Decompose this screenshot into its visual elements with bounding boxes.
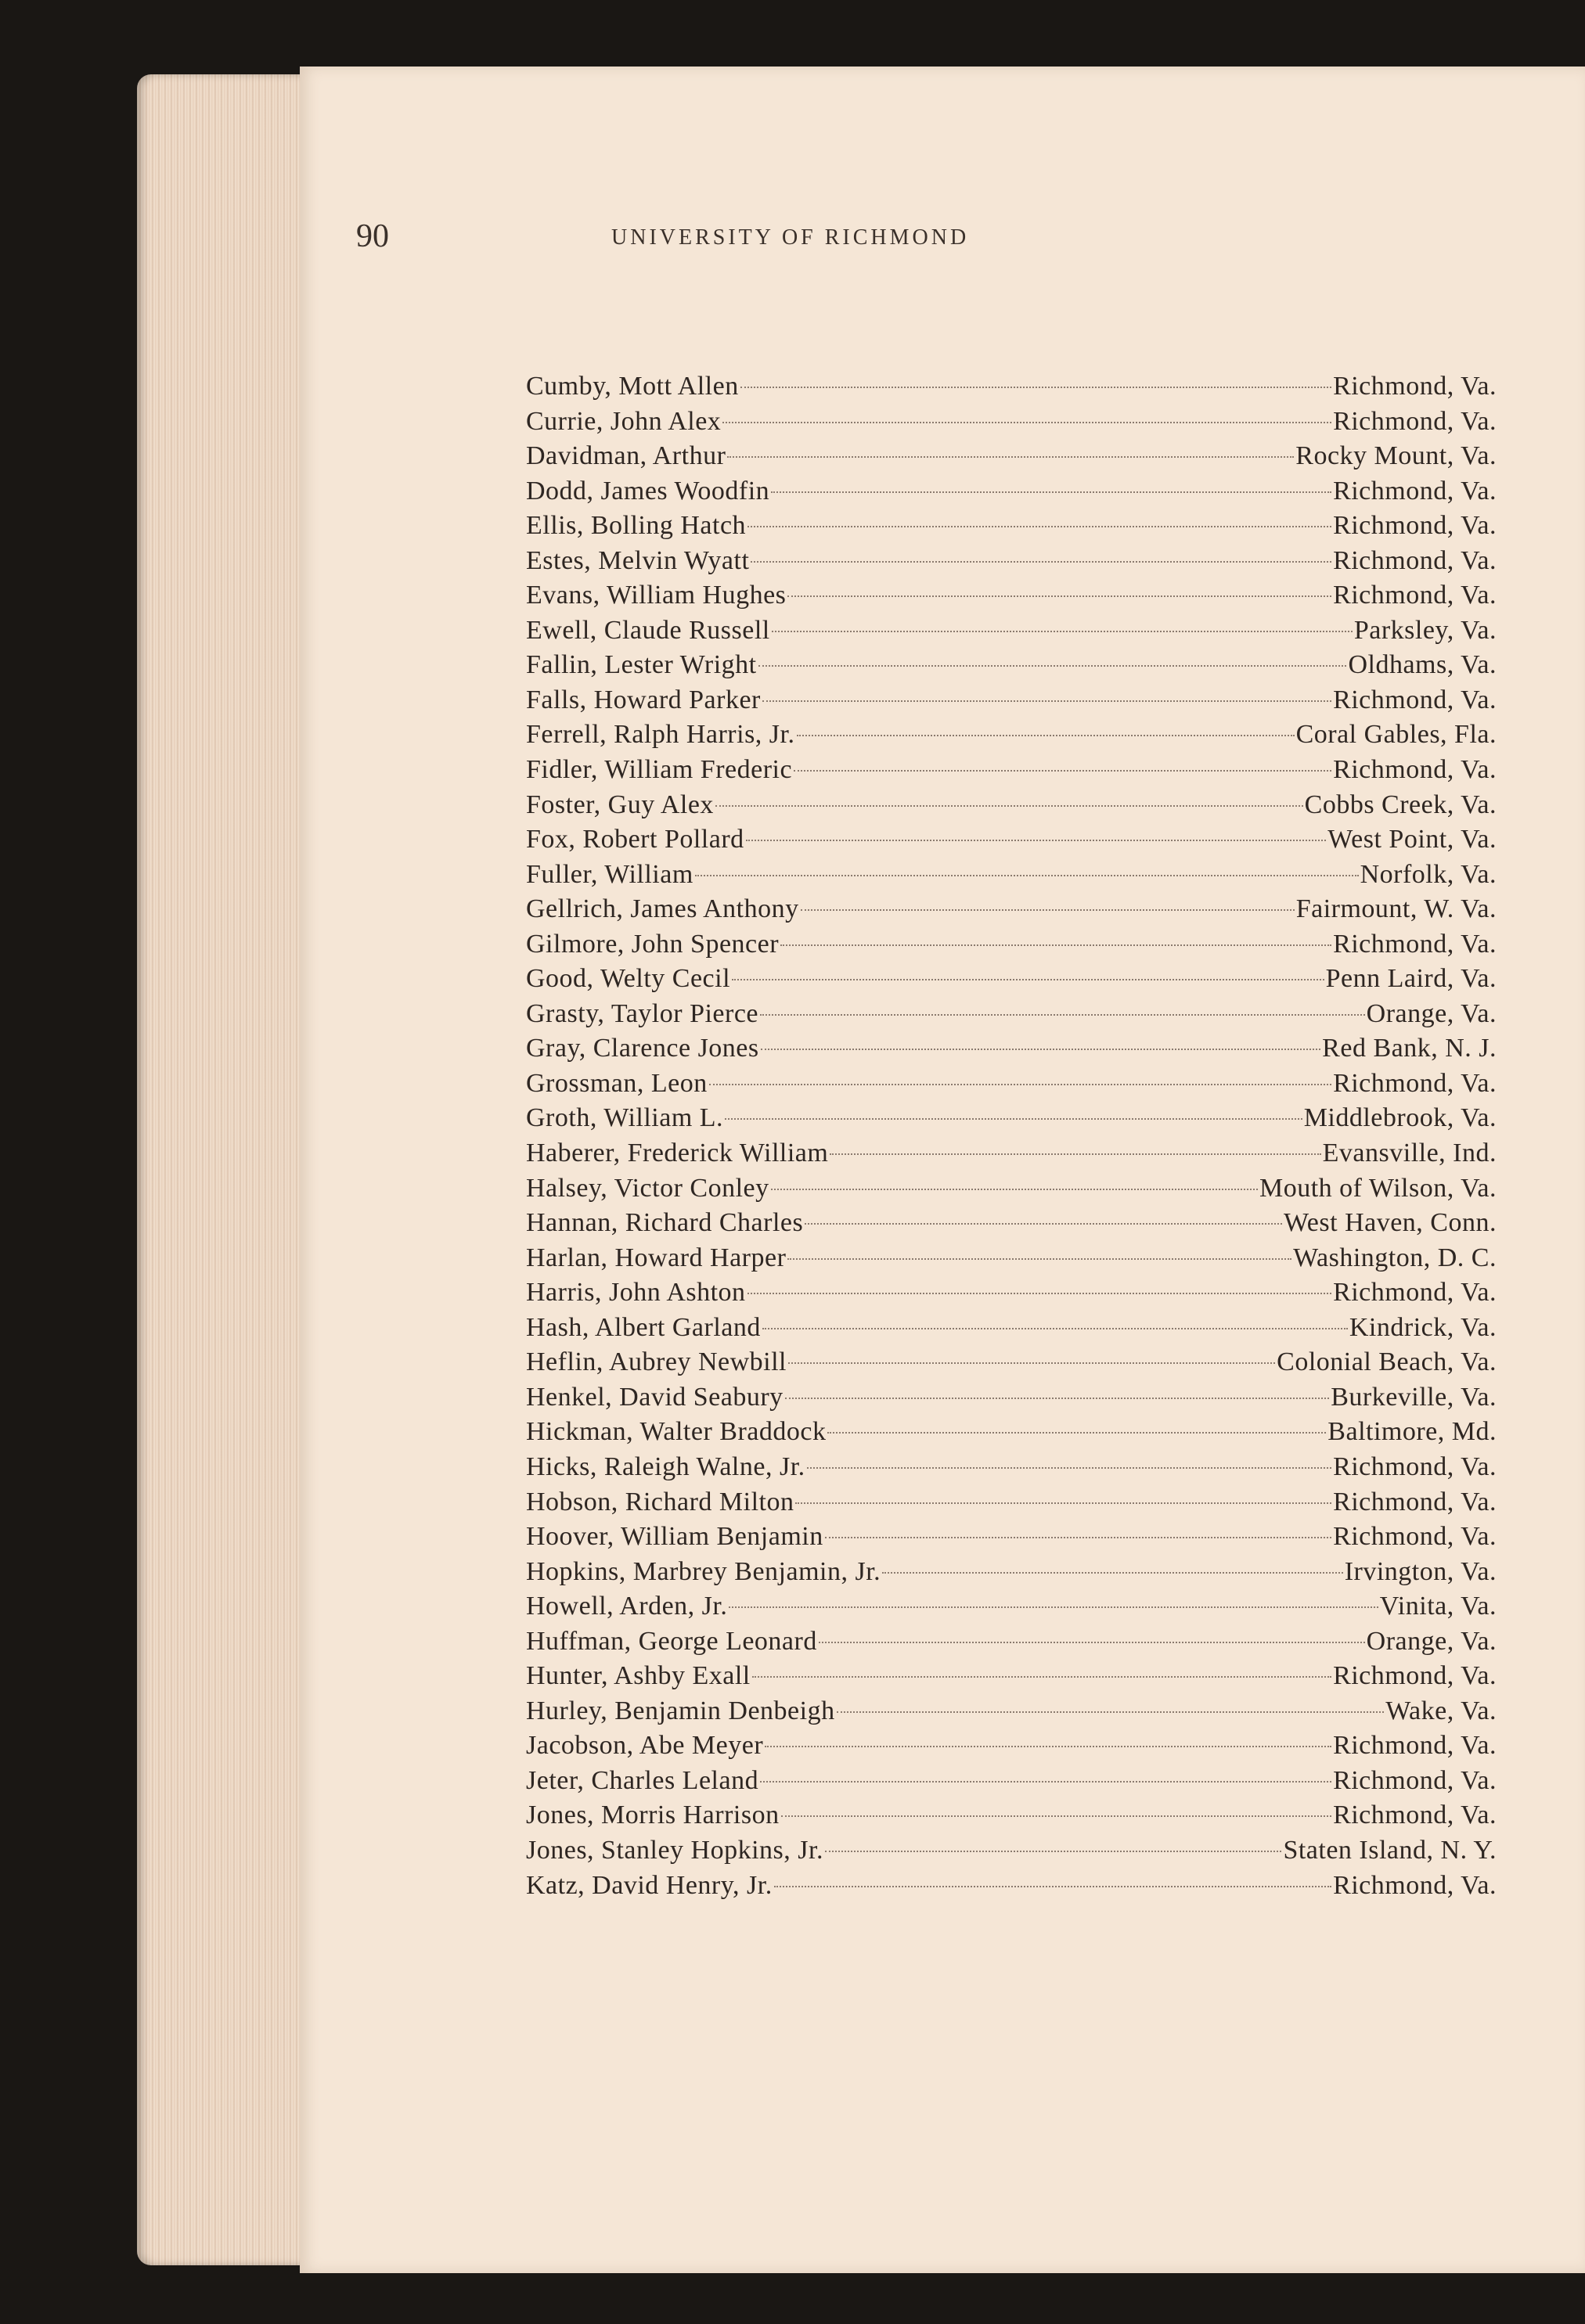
roster-entry xyxy=(526,1067,1497,1102)
dot-leader xyxy=(795,1502,1331,1504)
roster-entry xyxy=(526,788,1497,823)
dot-leader xyxy=(758,665,1347,667)
hometown: Richmond, Va. xyxy=(1333,929,1497,959)
dot-leader xyxy=(807,1467,1331,1469)
hometown: Vinita, Va. xyxy=(1379,1592,1497,1621)
student-name: Henkel, David Seabury xyxy=(526,1382,783,1412)
dot-leader xyxy=(761,1049,1321,1050)
dot-leader xyxy=(805,1223,1282,1225)
roster-entry xyxy=(526,1624,1497,1660)
roster-entry xyxy=(526,1729,1497,1764)
student-name: Hopkins, Marbrey Benjamin, Jr. xyxy=(526,1556,881,1586)
dot-leader xyxy=(740,387,1331,388)
student-name: Evans, William Hughes xyxy=(526,581,787,610)
roster-entry xyxy=(526,1241,1497,1276)
roster-entry xyxy=(526,369,1497,405)
dot-leader xyxy=(772,631,1353,632)
hometown: Red Bank, N. J. xyxy=(1322,1034,1497,1063)
student-name: Hicks, Raleigh Walne, Jr. xyxy=(526,1452,805,1481)
roster-entry xyxy=(526,648,1497,683)
hometown: Richmond, Va. xyxy=(1333,581,1497,610)
dot-leader xyxy=(715,805,1303,807)
roster-entry xyxy=(526,1520,1497,1555)
hometown: Orange, Va. xyxy=(1366,998,1497,1028)
dot-leader xyxy=(794,770,1331,772)
roster-entry xyxy=(526,892,1497,927)
roster-entry xyxy=(526,927,1497,962)
page-edges xyxy=(137,74,305,2265)
dot-leader xyxy=(837,1711,1385,1713)
page-header xyxy=(356,218,1436,264)
hometown: Mouth of Wilson, Va. xyxy=(1259,1173,1497,1203)
dot-leader xyxy=(751,561,1331,563)
hometown: Richmond, Va. xyxy=(1333,545,1497,575)
student-name: Halsey, Victor Conley xyxy=(526,1173,769,1203)
hometown: Richmond, Va. xyxy=(1333,1068,1497,1098)
hometown: Oldhams, Va. xyxy=(1348,650,1497,680)
student-name: Fox, Robert Pollard xyxy=(526,825,744,854)
student-name: Fuller, William xyxy=(526,859,693,889)
student-name: Falls, Howard Parker xyxy=(526,685,761,714)
student-name: Ellis, Bolling Hatch xyxy=(526,511,747,541)
student-name: Harlan, Howard Harper xyxy=(526,1243,787,1272)
student-name: Hunter, Ashby Exall xyxy=(526,1661,751,1691)
student-name: Dodd, James Woodfin xyxy=(526,476,770,505)
roster-entry xyxy=(526,1869,1497,1904)
roster-entry xyxy=(526,613,1497,649)
hometown: Richmond, Va. xyxy=(1333,406,1497,436)
hometown: Burkeville, Va. xyxy=(1331,1382,1497,1412)
student-name: Hickman, Walter Braddock xyxy=(526,1417,827,1447)
student-name: Hash, Albert Garland xyxy=(526,1312,761,1342)
hometown: West Point, Va. xyxy=(1327,825,1497,854)
hometown: Richmond, Va. xyxy=(1333,1452,1497,1481)
dot-leader xyxy=(801,909,1295,911)
roster-entry xyxy=(526,1415,1497,1450)
roster-entry xyxy=(526,1694,1497,1729)
roster-entry xyxy=(526,962,1497,997)
dot-leader xyxy=(747,1293,1332,1294)
running-title: UNIVERSITY OF RICHMOND xyxy=(611,225,970,250)
student-name: Jones, Stanley Hopkins, Jr. xyxy=(526,1835,823,1865)
student-roster xyxy=(526,369,1497,1903)
hometown: Richmond, Va. xyxy=(1333,1661,1497,1691)
hometown: Richmond, Va. xyxy=(1333,1522,1497,1552)
dot-leader xyxy=(709,1084,1331,1085)
roster-entry xyxy=(526,1589,1497,1624)
roster-entry xyxy=(526,1206,1497,1241)
student-name: Gray, Clarence Jones xyxy=(526,1034,759,1063)
hometown: Richmond, Va. xyxy=(1333,1765,1497,1795)
dot-leader xyxy=(729,1606,1378,1608)
dot-leader xyxy=(785,1398,1330,1399)
dot-leader xyxy=(819,1642,1365,1643)
dot-leader xyxy=(787,1258,1291,1260)
student-name: Jacobson, Abe Meyer xyxy=(526,1731,764,1761)
hometown: Kindrick, Va. xyxy=(1349,1312,1497,1342)
hometown: Richmond, Va. xyxy=(1333,1801,1497,1830)
roster-entry xyxy=(526,1275,1497,1311)
student-name: Fallin, Lester Wright xyxy=(526,650,757,680)
roster-entry xyxy=(526,1450,1497,1485)
hometown: Orange, Va. xyxy=(1366,1626,1497,1656)
student-name: Groth, William L. xyxy=(526,1103,724,1133)
dot-leader xyxy=(780,944,1331,946)
hometown: Richmond, Va. xyxy=(1333,755,1497,785)
hometown: Richmond, Va. xyxy=(1333,685,1497,714)
dot-leader xyxy=(771,491,1331,493)
student-name: Katz, David Henry, Jr. xyxy=(526,1870,773,1900)
roster-entry xyxy=(526,1311,1497,1346)
student-name: Hurley, Benjamin Denbeigh xyxy=(526,1696,835,1725)
student-name: Gellrich, James Anthony xyxy=(526,894,799,924)
hometown: Irvington, Va. xyxy=(1344,1556,1497,1586)
roster-entry xyxy=(526,1345,1497,1380)
student-name: Davidman, Arthur xyxy=(526,441,726,471)
dot-leader xyxy=(762,1328,1348,1329)
roster-entry xyxy=(526,474,1497,509)
hometown: Middlebrook, Va. xyxy=(1303,1103,1497,1133)
dot-leader xyxy=(760,1014,1365,1016)
hometown: Richmond, Va. xyxy=(1333,1487,1497,1516)
roster-entry xyxy=(526,578,1497,613)
hometown: Washington, D. C. xyxy=(1293,1243,1497,1272)
hometown: Richmond, Va. xyxy=(1333,1278,1497,1308)
dot-leader xyxy=(825,1851,1282,1852)
student-name: Gilmore, John Spencer xyxy=(526,929,780,959)
roster-entry xyxy=(526,509,1497,544)
hometown: Parksley, Va. xyxy=(1353,615,1497,645)
hometown: Rocky Mount, Va. xyxy=(1295,441,1497,471)
roster-entry xyxy=(526,1798,1497,1833)
dot-leader xyxy=(797,735,1295,736)
dot-leader xyxy=(825,1537,1331,1538)
dot-leader xyxy=(787,595,1331,597)
dot-leader xyxy=(830,1153,1320,1155)
roster-entry xyxy=(526,718,1497,753)
dot-leader xyxy=(695,875,1359,876)
hometown: Richmond, Va. xyxy=(1333,476,1497,505)
dot-leader xyxy=(725,1118,1302,1120)
hometown: Richmond, Va. xyxy=(1333,1870,1497,1900)
hometown: Cobbs Creek, Va. xyxy=(1304,790,1497,819)
hometown: Penn Laird, Va. xyxy=(1325,964,1497,994)
roster-entry xyxy=(526,683,1497,718)
dot-leader xyxy=(788,1362,1275,1364)
roster-entry xyxy=(526,1031,1497,1067)
hometown: Colonial Beach, Va. xyxy=(1277,1347,1497,1377)
roster-entry xyxy=(526,1764,1497,1799)
dot-leader xyxy=(882,1572,1343,1574)
hometown: Fairmount, W. Va. xyxy=(1295,894,1497,924)
roster-entry xyxy=(526,822,1497,858)
dot-leader xyxy=(747,526,1331,527)
dot-leader xyxy=(771,1189,1258,1190)
dot-leader xyxy=(752,1676,1331,1678)
dot-leader xyxy=(827,1432,1326,1434)
student-name: Haberer, Frederick William xyxy=(526,1139,829,1168)
student-name: Hannan, Richard Charles xyxy=(526,1208,804,1238)
student-name: Jeter, Charles Leland xyxy=(526,1765,759,1795)
roster-entry xyxy=(526,1485,1497,1520)
student-name: Harris, John Ashton xyxy=(526,1278,746,1308)
page-number: 90 xyxy=(356,218,389,254)
hometown: Richmond, Va. xyxy=(1333,511,1497,541)
roster-entry xyxy=(526,1833,1497,1869)
roster-entry xyxy=(526,858,1497,893)
dot-leader xyxy=(762,700,1331,702)
student-name: Grossman, Leon xyxy=(526,1068,708,1098)
hometown: Richmond, Va. xyxy=(1333,372,1497,401)
roster-entry xyxy=(526,1659,1497,1694)
dot-leader xyxy=(732,979,1324,980)
student-name: Ewell, Claude Russell xyxy=(526,615,770,645)
hometown: Baltimore, Md. xyxy=(1327,1417,1497,1447)
dot-leader xyxy=(760,1781,1331,1783)
student-name: Good, Welty Cecil xyxy=(526,964,731,994)
hometown: Coral Gables, Fla. xyxy=(1295,720,1497,750)
hometown: Norfolk, Va. xyxy=(1360,859,1497,889)
dot-leader xyxy=(765,1746,1331,1747)
roster-entry xyxy=(526,405,1497,440)
student-name: Jones, Morris Harrison xyxy=(526,1801,780,1830)
dot-leader xyxy=(781,1815,1331,1817)
roster-entry xyxy=(526,1101,1497,1136)
student-name: Hoover, William Benjamin xyxy=(526,1522,823,1552)
student-name: Estes, Melvin Wyatt xyxy=(526,545,750,575)
student-name: Heflin, Aubrey Newbill xyxy=(526,1347,787,1377)
roster-entry xyxy=(526,1171,1497,1207)
student-name: Fidler, William Frederic xyxy=(526,755,793,785)
roster-entry xyxy=(526,1380,1497,1416)
roster-entry xyxy=(526,1555,1497,1590)
student-name: Hobson, Richard Milton xyxy=(526,1487,794,1516)
dot-leader xyxy=(722,422,1331,423)
dot-leader xyxy=(727,456,1294,458)
student-name: Ferrell, Ralph Harris, Jr. xyxy=(526,720,795,750)
roster-entry xyxy=(526,997,1497,1032)
student-name: Cumby, Mott Allen xyxy=(526,372,739,401)
hometown: Evansville, Ind. xyxy=(1322,1139,1497,1168)
student-name: Huffman, George Leonard xyxy=(526,1626,817,1656)
hometown: West Haven, Conn. xyxy=(1283,1208,1497,1238)
roster-entry xyxy=(526,439,1497,474)
student-name: Grasty, Taylor Pierce xyxy=(526,998,759,1028)
student-name: Currie, John Alex xyxy=(526,406,722,436)
dot-leader xyxy=(746,840,1327,841)
roster-entry xyxy=(526,1136,1497,1171)
hometown: Staten Island, N. Y. xyxy=(1283,1835,1497,1865)
hometown: Wake, Va. xyxy=(1385,1696,1497,1725)
hometown: Richmond, Va. xyxy=(1333,1731,1497,1761)
student-name: Foster, Guy Alex xyxy=(526,790,714,819)
dot-leader xyxy=(774,1886,1331,1887)
student-name: Howell, Arden, Jr. xyxy=(526,1592,728,1621)
roster-entry xyxy=(526,544,1497,579)
roster-entry xyxy=(526,753,1497,788)
